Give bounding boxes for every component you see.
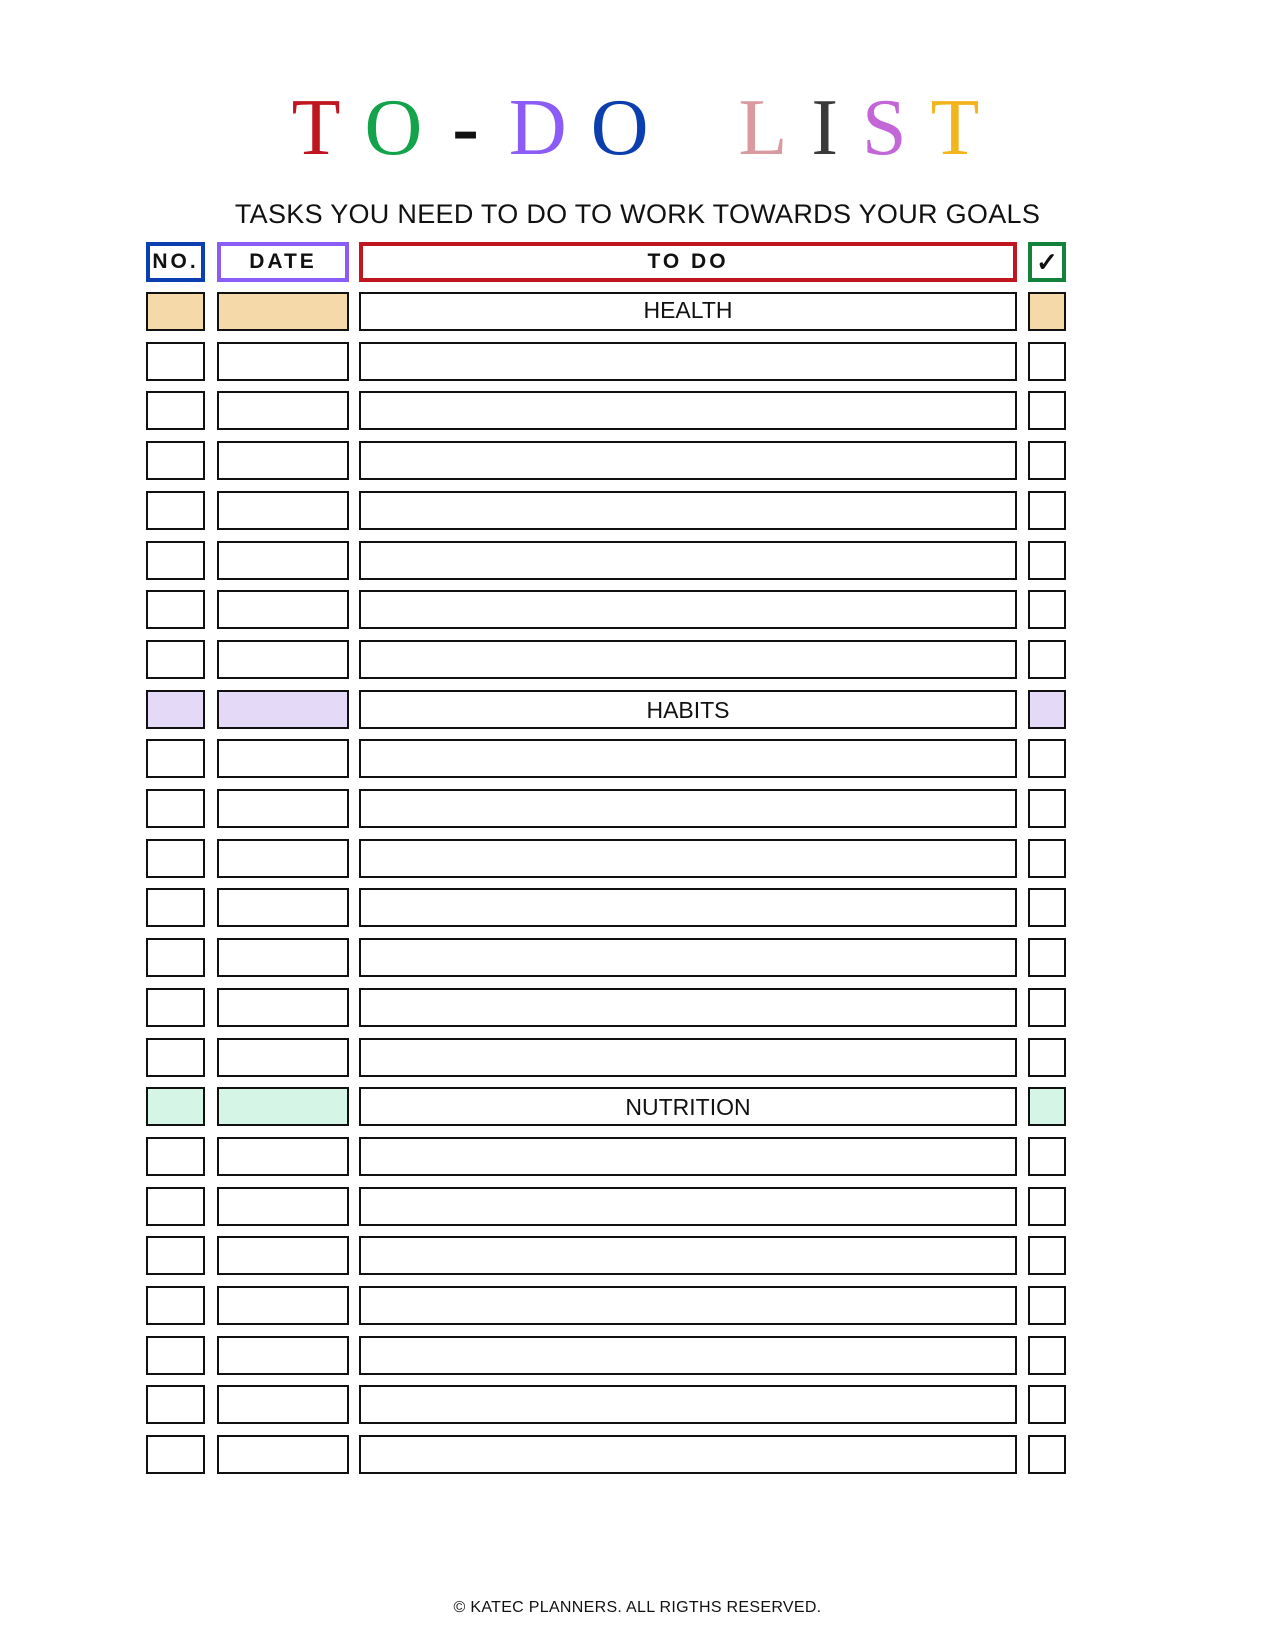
section-check-cell bbox=[1028, 1087, 1066, 1126]
date-input[interactable] bbox=[217, 640, 349, 679]
task-checkbox[interactable] bbox=[1028, 441, 1066, 480]
section-no-cell bbox=[146, 690, 205, 729]
todo-input[interactable] bbox=[359, 839, 1017, 878]
todo-input[interactable] bbox=[359, 888, 1017, 927]
todo-input[interactable] bbox=[359, 1187, 1017, 1226]
date-input[interactable] bbox=[217, 1236, 349, 1275]
section-date-cell bbox=[217, 1087, 349, 1126]
date-input[interactable] bbox=[217, 888, 349, 927]
section-date-cell bbox=[217, 292, 349, 331]
page-title bbox=[0, 78, 1275, 178]
title-letter: O bbox=[364, 84, 427, 172]
no-input[interactable] bbox=[146, 1038, 205, 1077]
no-input[interactable] bbox=[146, 789, 205, 828]
header-date: DATE bbox=[217, 242, 349, 282]
page-subtitle: TASKS YOU NEED TO DO TO WORK TOWARDS YOUR GOALS bbox=[234, 199, 1041, 229]
date-input[interactable] bbox=[217, 1137, 349, 1176]
task-checkbox[interactable] bbox=[1028, 938, 1066, 977]
task-checkbox[interactable] bbox=[1028, 1435, 1066, 1474]
copyright-footer: © KATEC PLANNERS. ALL RIGTHS RESERVED. bbox=[453, 1599, 822, 1616]
todo-input[interactable] bbox=[359, 640, 1017, 679]
date-input[interactable] bbox=[217, 491, 349, 530]
task-checkbox[interactable] bbox=[1028, 789, 1066, 828]
date-input[interactable] bbox=[217, 1286, 349, 1325]
section-label: NUTRITION bbox=[359, 1087, 1017, 1126]
task-checkbox[interactable] bbox=[1028, 491, 1066, 530]
task-checkbox[interactable] bbox=[1028, 1286, 1066, 1325]
task-checkbox[interactable] bbox=[1028, 839, 1066, 878]
task-checkbox[interactable] bbox=[1028, 590, 1066, 629]
section-no-cell bbox=[146, 292, 205, 331]
date-input[interactable] bbox=[217, 1385, 349, 1424]
task-checkbox[interactable] bbox=[1028, 1385, 1066, 1424]
no-input[interactable] bbox=[146, 590, 205, 629]
todo-input[interactable] bbox=[359, 938, 1017, 977]
header-todo: TO DO bbox=[359, 242, 1017, 282]
no-input[interactable] bbox=[146, 988, 205, 1027]
title-letter: I bbox=[811, 84, 842, 172]
todo-input[interactable] bbox=[359, 1435, 1017, 1474]
title-letter: T bbox=[291, 84, 345, 172]
task-checkbox[interactable] bbox=[1028, 342, 1066, 381]
date-input[interactable] bbox=[217, 1038, 349, 1077]
no-input[interactable] bbox=[146, 1286, 205, 1325]
todo-input[interactable] bbox=[359, 1236, 1017, 1275]
todo-input[interactable] bbox=[359, 1336, 1017, 1375]
todo-input[interactable] bbox=[359, 1286, 1017, 1325]
no-input[interactable] bbox=[146, 888, 205, 927]
task-checkbox[interactable] bbox=[1028, 1038, 1066, 1077]
no-input[interactable] bbox=[146, 1236, 205, 1275]
date-input[interactable] bbox=[217, 1187, 349, 1226]
date-input[interactable] bbox=[217, 988, 349, 1027]
date-input[interactable] bbox=[217, 789, 349, 828]
todo-input[interactable] bbox=[359, 541, 1017, 580]
no-input[interactable] bbox=[146, 640, 205, 679]
title-letter: T bbox=[930, 84, 984, 172]
section-check-cell bbox=[1028, 690, 1066, 729]
todo-input[interactable] bbox=[359, 441, 1017, 480]
no-input[interactable] bbox=[146, 1385, 205, 1424]
no-input[interactable] bbox=[146, 938, 205, 977]
header-no: NO. bbox=[146, 242, 205, 282]
date-input[interactable] bbox=[217, 938, 349, 977]
no-input[interactable] bbox=[146, 491, 205, 530]
task-checkbox[interactable] bbox=[1028, 1236, 1066, 1275]
task-checkbox[interactable] bbox=[1028, 1336, 1066, 1375]
task-checkbox[interactable] bbox=[1028, 1137, 1066, 1176]
no-input[interactable] bbox=[146, 739, 205, 778]
date-input[interactable] bbox=[217, 839, 349, 878]
todo-input[interactable] bbox=[359, 1385, 1017, 1424]
task-checkbox[interactable] bbox=[1028, 640, 1066, 679]
todo-input[interactable] bbox=[359, 739, 1017, 778]
section-check-cell bbox=[1028, 292, 1066, 331]
title-letter: D bbox=[508, 84, 571, 172]
task-checkbox[interactable] bbox=[1028, 1187, 1066, 1226]
task-checkbox[interactable] bbox=[1028, 391, 1066, 430]
no-input[interactable] bbox=[146, 391, 205, 430]
todo-input[interactable] bbox=[359, 789, 1017, 828]
no-input[interactable] bbox=[146, 541, 205, 580]
todo-input[interactable] bbox=[359, 1038, 1017, 1077]
task-checkbox[interactable] bbox=[1028, 888, 1066, 927]
todo-input[interactable] bbox=[359, 491, 1017, 530]
date-input[interactable] bbox=[217, 1435, 349, 1474]
section-no-cell bbox=[146, 1087, 205, 1126]
title-letter: S bbox=[862, 84, 911, 172]
date-input[interactable] bbox=[217, 590, 349, 629]
no-input[interactable] bbox=[146, 1137, 205, 1176]
date-input[interactable] bbox=[217, 739, 349, 778]
task-checkbox[interactable] bbox=[1028, 739, 1066, 778]
todo-input[interactable] bbox=[359, 988, 1017, 1027]
todo-input[interactable] bbox=[359, 342, 1017, 381]
title-letter: - bbox=[452, 84, 483, 172]
date-input[interactable] bbox=[217, 1336, 349, 1375]
date-input[interactable] bbox=[217, 541, 349, 580]
todo-input[interactable] bbox=[359, 1137, 1017, 1176]
section-label: HABITS bbox=[359, 690, 1017, 729]
date-input[interactable] bbox=[217, 391, 349, 430]
task-checkbox[interactable] bbox=[1028, 541, 1066, 580]
no-input[interactable] bbox=[146, 441, 205, 480]
section-label: HEALTH bbox=[359, 292, 1017, 331]
date-input[interactable] bbox=[217, 441, 349, 480]
section-date-cell bbox=[217, 690, 349, 729]
todo-input[interactable] bbox=[359, 391, 1017, 430]
no-input[interactable] bbox=[146, 1187, 205, 1226]
todo-input[interactable] bbox=[359, 590, 1017, 629]
no-input[interactable] bbox=[146, 342, 205, 381]
title-letter: L bbox=[738, 84, 792, 172]
no-input[interactable] bbox=[146, 1336, 205, 1375]
no-input[interactable] bbox=[146, 1435, 205, 1474]
no-input[interactable] bbox=[146, 839, 205, 878]
date-input[interactable] bbox=[217, 342, 349, 381]
header-check[interactable]: ✓ bbox=[1028, 242, 1066, 282]
task-checkbox[interactable] bbox=[1028, 988, 1066, 1027]
title-letter: O bbox=[590, 84, 653, 172]
